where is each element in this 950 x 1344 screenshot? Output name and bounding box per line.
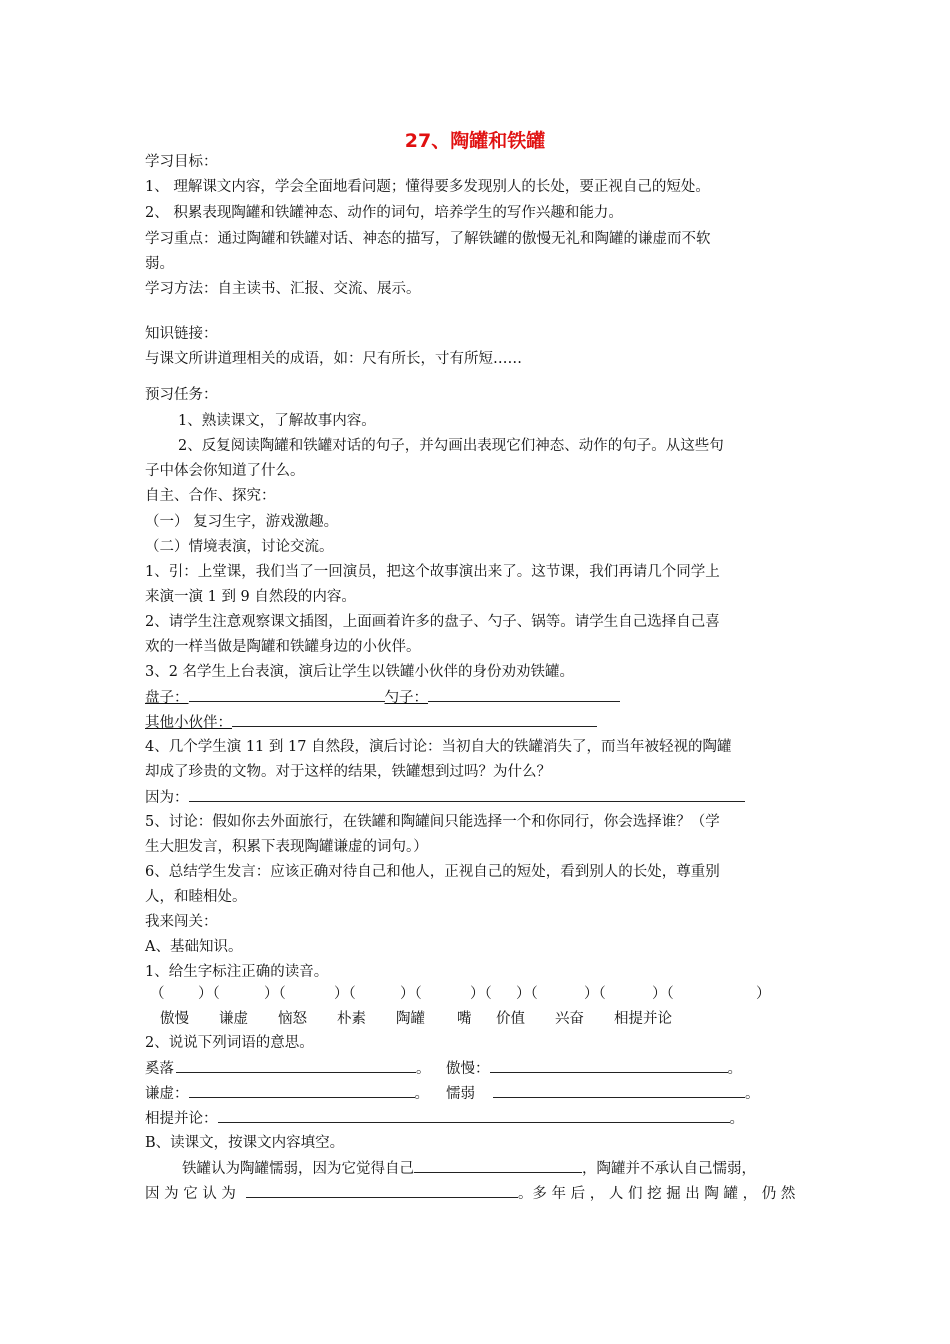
focus-line-1: 学习重点：通过陶罐和铁罐对话、神态的描写，了解铁罐的傲慢无礼和陶罐的谦虚而不软 [145,231,711,247]
part-a-heading: A、基础知识。 [145,939,243,955]
word: 傲慢 [160,1011,189,1027]
method-line: 学习方法：自主读书、汇报、交流、展示。 [145,281,421,297]
focus-line-2: 弱。 [145,256,174,272]
spoon-label: 勺子： [384,690,428,706]
page-title: 27、陶罐和铁罐 [404,130,546,152]
pinyin-words-row [0,1009,950,1029]
word: 陶罐 [396,1011,425,1027]
step-3: 3、2 名学生上台表演，演后让学生以铁罐小伙伴的身份劝劝铁罐。 [145,664,575,680]
knowledge-text: 与课文所讲道理相关的成语，如：尺有所长，寸有所短…… [145,351,522,367]
explore-heading: 自主、合作、探究： [145,488,276,504]
step-2-line-2: 欢的一样当做是陶罐和铁罐身边的小伙伴。 [145,639,421,655]
step-1-line-2: 来演一演 1 到 9 自然段的内容。 [145,589,356,605]
term-label: 奚落 [145,1061,174,1077]
paren: ）（ [400,986,422,1002]
paren: ）（ [264,986,286,1002]
others-label: 其他小伙伴： [145,715,232,731]
term-blank[interactable] [189,1083,415,1098]
term-row-2b [446,1083,760,1104]
plate-label: 盘子： [145,690,189,706]
paren: ）（ [516,986,538,1002]
word: 兴奋 [555,1011,584,1027]
part-b-blank-1[interactable] [414,1158,582,1173]
part-b-heading: B、读课文，按课文内容填空。 [145,1135,345,1151]
paren: （ [150,986,165,1002]
paren: ）（ [334,986,356,1002]
paren: ） [756,986,771,1002]
term-label: 懦弱 [446,1086,475,1102]
step-4-line-1: 4、几个学生演 11 到 17 自然段，演后讨论：当初自大的铁罐消失了，而当年被轻视的陶罐 [145,739,732,755]
objectives-heading: 学习目标： [145,154,218,170]
paren: ）（ [652,986,674,1002]
word: 相提并论 [614,1011,672,1027]
part-b-text: ，陶罐并不承认自己懦弱， [582,1161,756,1177]
term-end: 。 [414,1086,429,1102]
exercises-heading: 我来闯关： [145,914,218,930]
word: 价值 [496,1011,525,1027]
knowledge-heading: 知识链接： [145,326,218,342]
term-end: 。 [745,1086,760,1102]
word: 恼怒 [278,1011,307,1027]
plate-spoon-row [145,687,620,708]
step-5-line-2: 生大胆发言，积累下表现陶罐谦虚的词句。） [145,839,428,855]
paren: ）（ [470,986,492,1002]
term-end: 。 [727,1061,742,1077]
term-row-1 [145,1058,431,1079]
step-2-line-1: 2、请学生注意观察课文插图，上面画着许多的盘子、勺子、锅等。请学生自己选择自己喜 [145,614,720,630]
others-row [145,712,597,733]
preview-task-2-line-2: 子中体会你知道了什么。 [145,463,305,479]
others-blank[interactable] [232,712,597,727]
term-row-2 [145,1083,429,1104]
step-5-line-1: 5、讨论：假如你去外面旅行，在铁罐和陶罐间只能选择一个和你同行，你会选择谁？（学 [145,814,720,830]
part-b-line-2 [145,1183,795,1204]
objective-item-2: 2、 积累表现陶罐和铁罐神态、动作的词句，培养学生的写作兴趣和能力。 [145,205,623,221]
word: 谦虚 [219,1011,248,1027]
term-end: 。 [416,1061,431,1077]
step-4-line-2: 却成了珍贵的文物。对于这样的结果，铁罐想到过吗？为什么？ [145,764,551,780]
term-end: 。 [729,1111,744,1127]
part-b-text: 因 为 它 认 为 [145,1186,236,1202]
explore-part-1: （一） 复习生字，游戏激趣。 [145,514,339,530]
preview-task-1: 1、熟读课文，了解故事内容。 [178,413,376,429]
term-label: 相提并论： [145,1111,218,1127]
step-6-line-1: 6、总结学生发言：应该正确对待自己和他人，正视自己的短处，看到别人的长处，尊重别 [145,864,720,880]
part-b-text: 。多 年 后 ， 人 们 挖 掘 出 陶 罐 ， 仍 然 [517,1186,796,1202]
term-blank[interactable] [490,1058,728,1073]
spoon-blank[interactable] [428,687,620,702]
paren: ）（ [584,986,606,1002]
term-blank[interactable] [218,1108,730,1123]
term-label: 傲慢： [446,1061,490,1077]
explore-part-2: （二）情境表演，讨论交流。 [145,539,334,555]
pinyin-parens-row [0,984,950,1004]
step-1-line-1: 1、引：上堂课，我们当了一回演员，把这个故事演出来了。这节课，我们再请几个同学上 [145,564,720,580]
because-blank[interactable] [189,787,745,802]
term-blank[interactable] [493,1083,745,1098]
term-row-3 [145,1108,744,1129]
preview-heading: 预习任务： [145,387,218,403]
part-b-line-1 [182,1158,756,1179]
part-b-blank-2[interactable] [246,1183,518,1198]
word: 嘴 [457,1011,472,1027]
word: 朴素 [337,1011,366,1027]
term-label: 谦虚： [145,1086,189,1102]
preview-task-2-line-1: 2、反复阅读陶罐和铁罐对话的句子，并勾画出表现它们神态、动作的句子。从这些句 [178,438,724,454]
plate-blank[interactable] [189,687,385,702]
part-b-text: 铁罐认为陶罐懦弱，因为它觉得自己 [182,1161,414,1177]
term-blank[interactable] [176,1058,416,1073]
question-2: 2、说说下列词语的意思。 [145,1035,314,1051]
step-6-line-2: 人，和睦相处。 [145,889,247,905]
paren: ）（ [198,986,220,1002]
objective-item-1: 1、 理解课文内容，学会全面地看问题；懂得要多发现别人的长处，要正视自己的短处。 [145,179,710,195]
because-row [145,787,745,808]
term-row-1b [446,1058,742,1079]
question-1: 1、给生字标注正确的读音。 [145,964,329,980]
because-label: 因为： [145,790,189,806]
